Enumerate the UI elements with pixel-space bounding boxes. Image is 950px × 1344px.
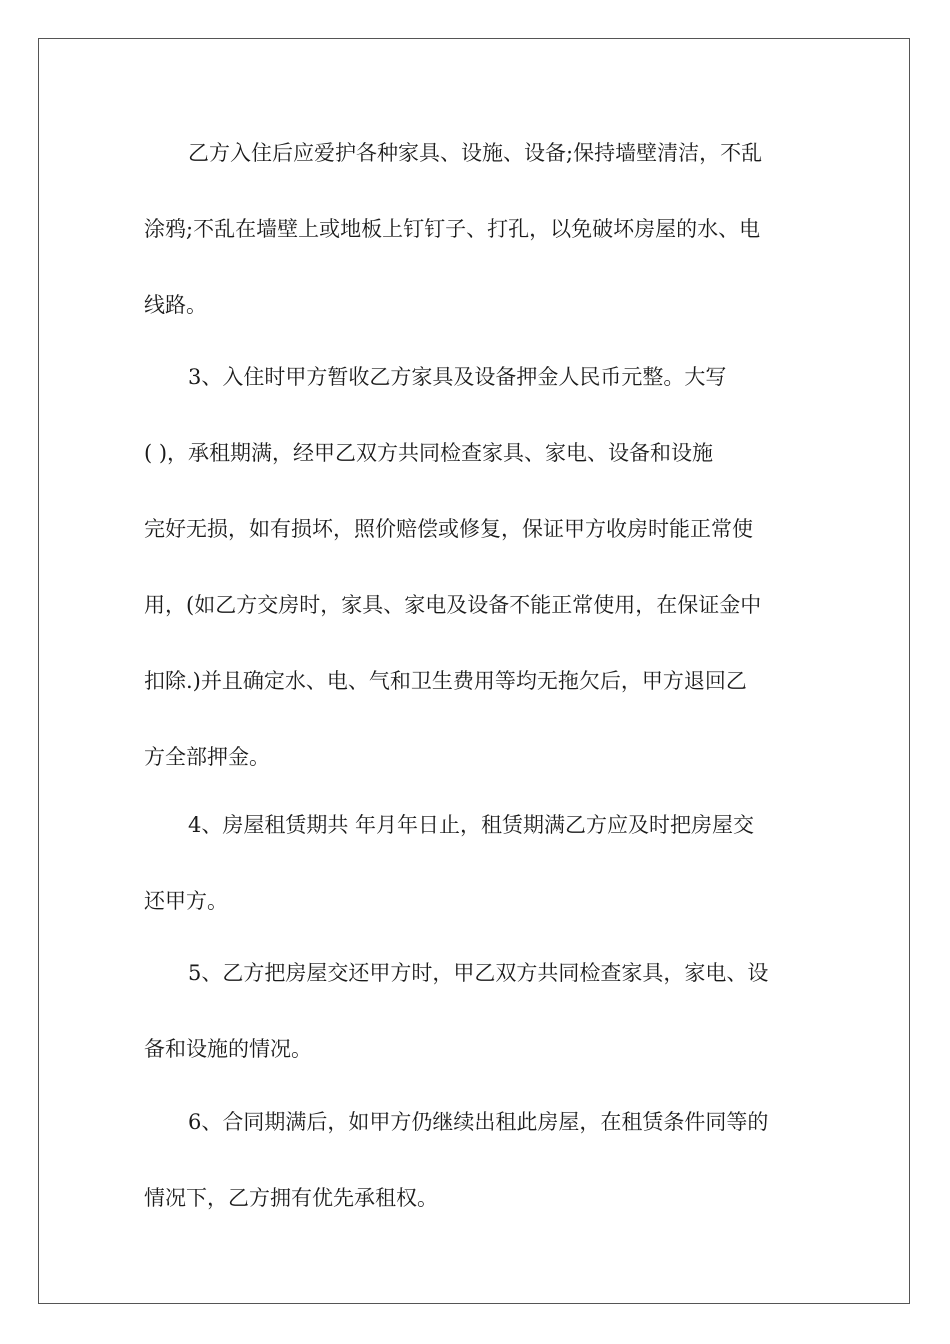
text-line: 4、房屋租赁期共 年月年日止，租赁期满乙方应及时把房屋交 [188, 813, 755, 837]
text-line: 扣除.)并且确定水、电、气和卫生费用等均无拖欠后，甲方退回乙 [144, 669, 747, 693]
paragraph-clause-3 [144, 339, 806, 795]
text-line: 还甲方。 [144, 889, 228, 913]
text-line: 乙方入住后应爱护各种家具、设施、设备;保持墙壁清洁，不乱 [188, 141, 763, 165]
text-line: 3、入住时甲方暂收乙方家具及设备押金人民币元整。大写 [188, 365, 727, 389]
text-line: 线路。 [144, 293, 207, 317]
text-line: ( )，承租期满，经甲乙双方共同检查家具、家电、设备和设施 [144, 441, 714, 465]
text-line: 情况下，乙方拥有优先承租权。 [144, 1186, 438, 1210]
text-line: 6、合同期满后，如甲方仍继续出租此房屋，在租赁条件同等的 [188, 1110, 769, 1134]
paragraph-furniture-care [144, 115, 806, 343]
text-line: 方全部押金。 [144, 745, 270, 769]
paragraph-clause-6 [144, 1084, 806, 1236]
text-line: 完好无损，如有损坏，照价赔偿或修复，保证甲方收房时能正常使 [144, 517, 753, 541]
text-line: 涂鸦;不乱在墙壁上或地板上钉钉子、打孔，以免破坏房屋的水、电 [144, 217, 761, 241]
paragraph-clause-4 [144, 787, 806, 939]
text-line: 用，(如乙方交房时，家具、家电及设备不能正常使用，在保证金中 [144, 593, 762, 617]
text-line: 5、乙方把房屋交还甲方时，甲乙双方共同检查家具，家电、设 [188, 961, 769, 985]
text-line: 备和设施的情况。 [144, 1037, 312, 1061]
paragraph-clause-5 [144, 935, 806, 1087]
